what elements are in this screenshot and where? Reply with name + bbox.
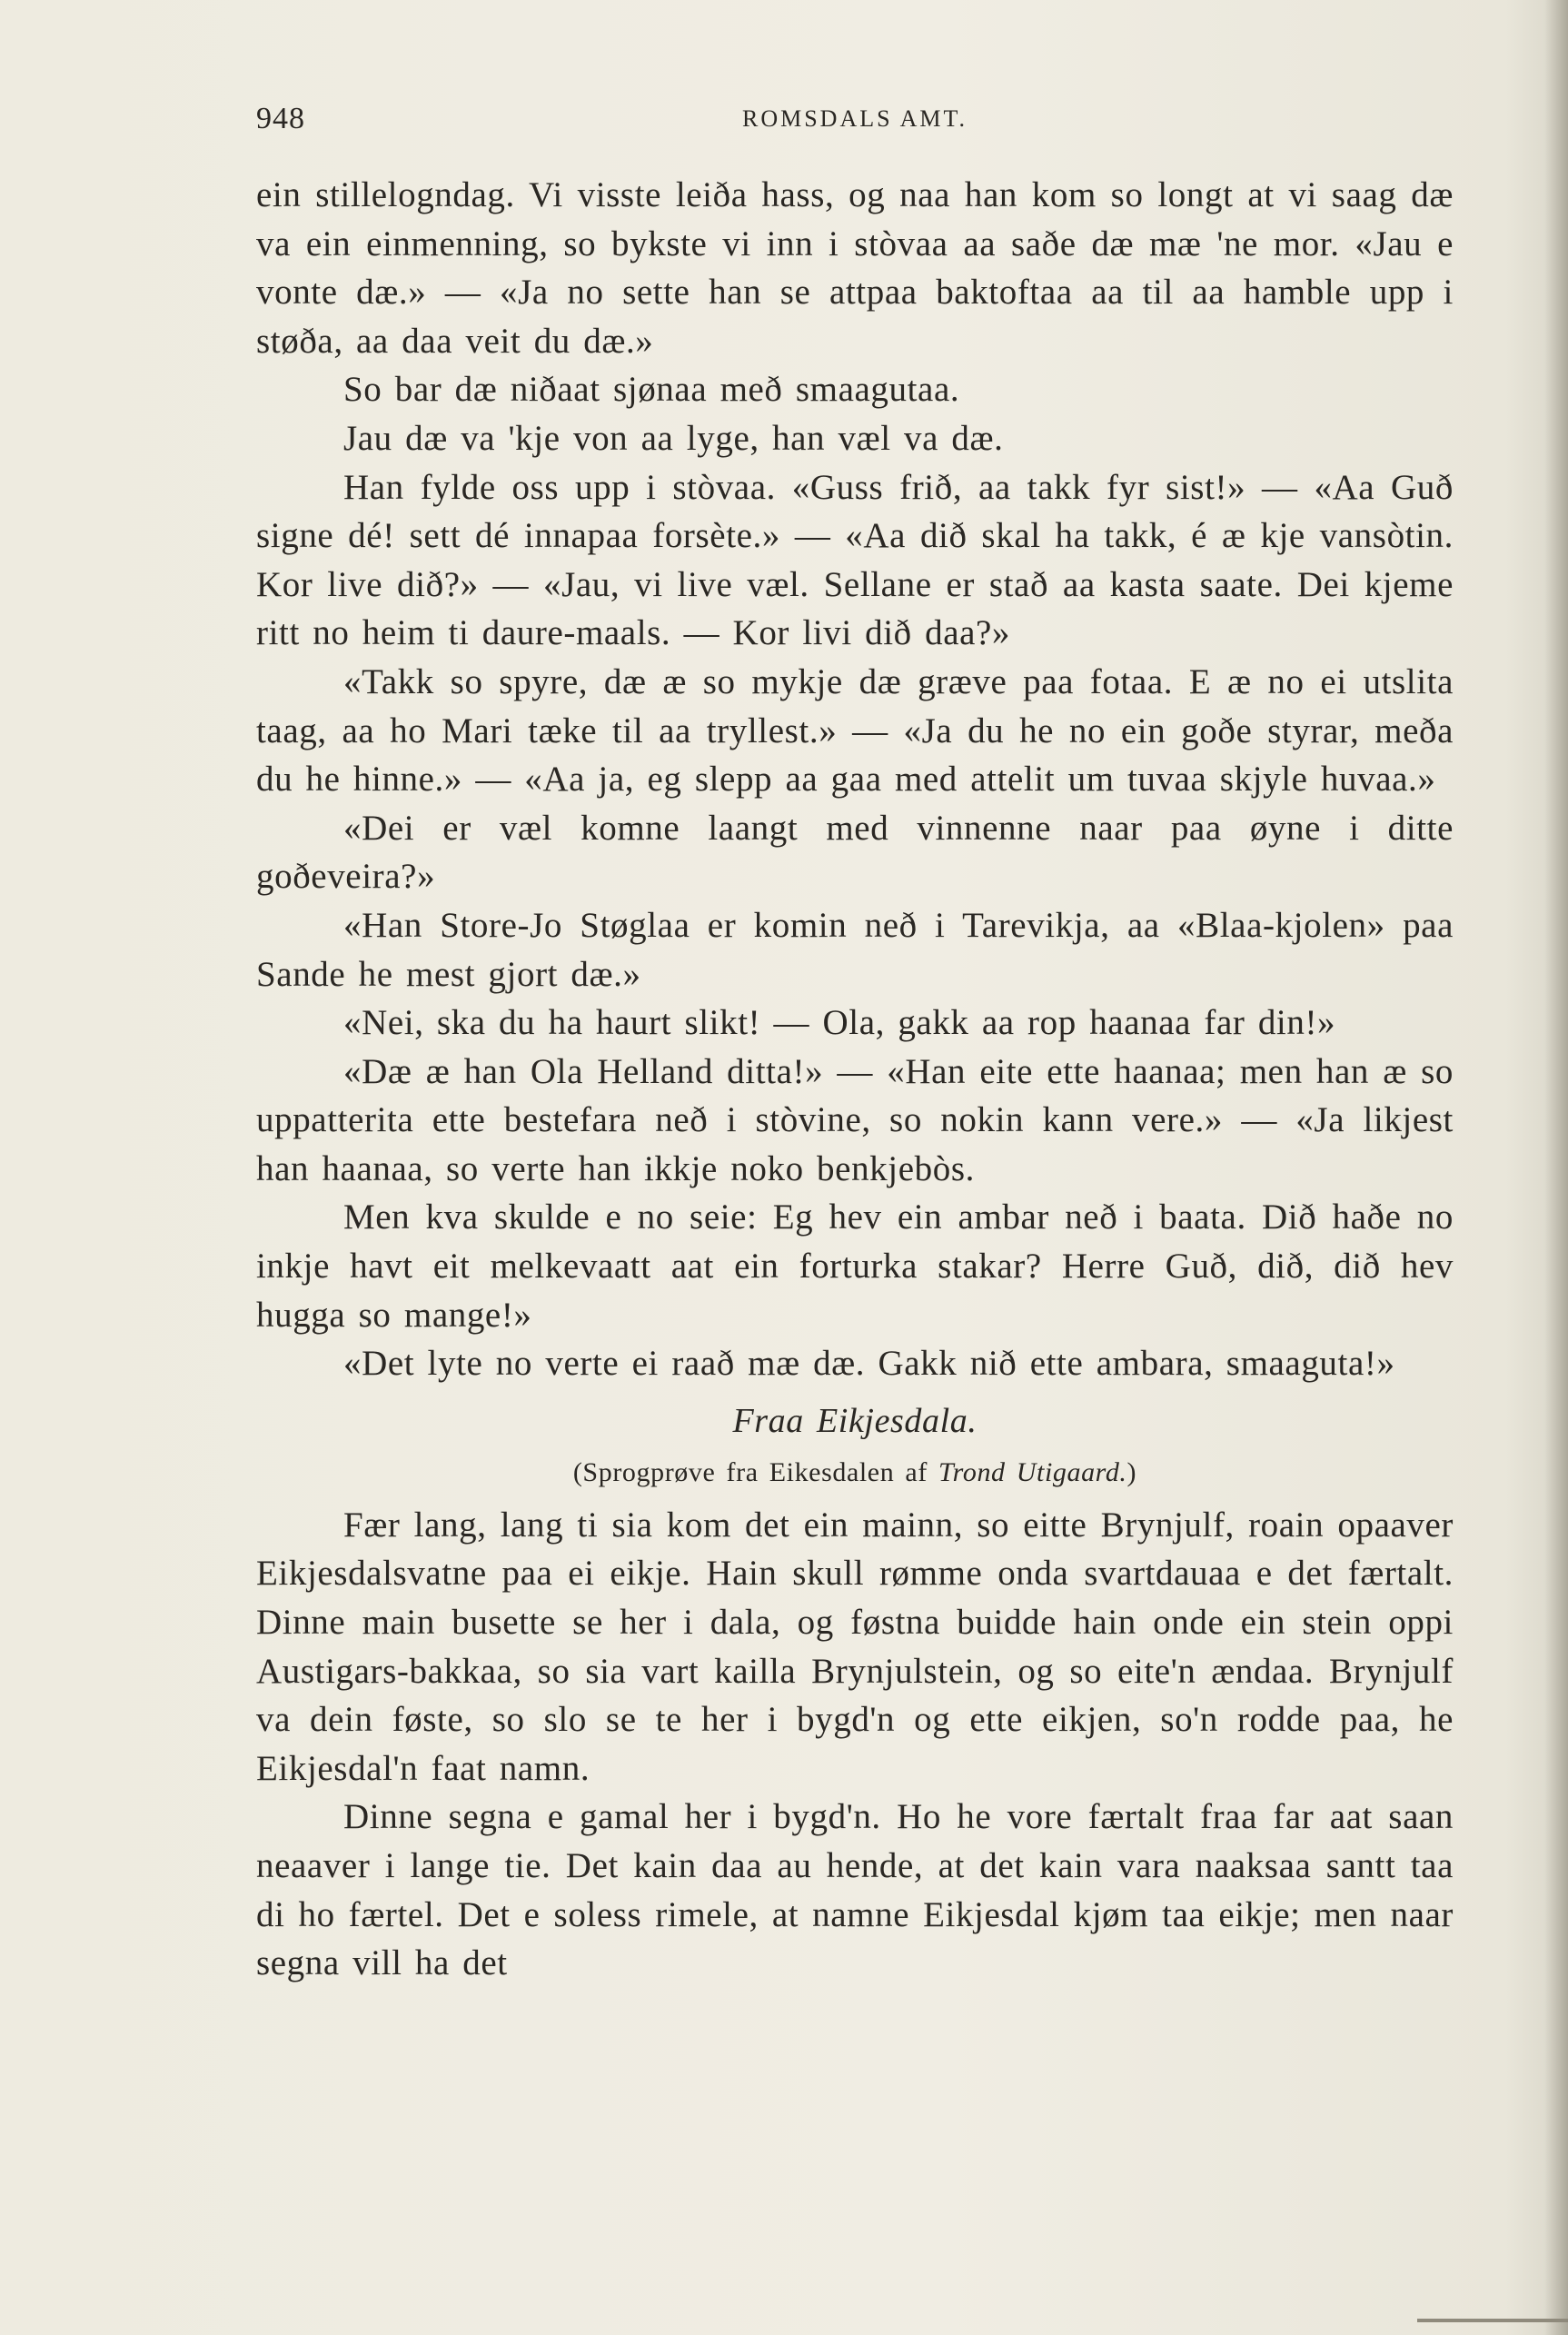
paragraph: «Dæ æ han Ola Helland ditta!» — «Han eite ette haanaa; men han æ so uppatterita ette bestefara neð i stòvine, so nokin kann vere.» — «Ja likjest han haanaa, so verte han ikkje noko benkjebòs. xyxy=(256,1051,1454,1188)
page-number: 948 xyxy=(256,102,305,135)
body-text xyxy=(256,171,1454,1988)
paragraph: «Dei er væl komne laangt med vinnenne naar paa øyne i ditte goðeveira?» xyxy=(256,808,1454,897)
paragraph: «Takk so spyre, dæ æ so mykje dæ græve paa fotaa. E æ no ei utslita taag, aa ho Mari tæke til aa tryllest.» — «Ja du he no ein goðe styrar, meða du he hinne.» — «Aa ja, eg slepp aa gaa med attelit um tuvaa skjyle huvaa.» xyxy=(256,661,1454,800)
paragraph: Dinne segna e gamal her i bygd'n. Ho he vore færtalt fraa far aat saan neaaver i lange tie. Det kain daa au hende, at det kain vara naaksaa santt taa di ho færtel. Det e soless rimele, at namne Eikjesdal kjøm taa eikje; men naar segna vill ha det xyxy=(256,1797,1454,1983)
running-title: ROMSDALS AMT. xyxy=(741,105,968,132)
section-title: Fraa Eikjesdala. xyxy=(732,1401,978,1440)
page-edge-shadow xyxy=(1544,0,1568,2335)
subtitle-suffix: ) xyxy=(1126,1456,1137,1487)
subtitle-author: Trond Utigaard. xyxy=(938,1456,1127,1487)
paragraph: «Han Store-Jo Støglaa er komin neð i Tarevikja, aa «Blaa-kjolen» paa Sande he mest gjort dæ.» xyxy=(256,905,1454,994)
section-subtitle xyxy=(256,1448,1454,1497)
paragraph: Fær lang, lang ti sia kom det ein mainn, so eitte Brynjulf, roain opaaver Eikjesdalsvatne paa ei eikje. Hain skull rømme onda svartdauaa e det færtalt. Dinne main busette se her i dala, og føstna buidde hain onde ein stein oppi Austigars-bakkaa, so sia vart kailla Brynjulstein, og so eite'n ændaa. Brynjulf va dein føste, so slo se te her i bygd'n og ette eikjen, so'n rodde paa, he Eikjesdal'n faat namn. xyxy=(256,1505,1454,1788)
paragraph: Han fylde oss upp i stòvaa. «Guss frið, aa takk fyr sist!» — «Aa Guð signe dé! sett dé innapaa forsète.» — «Aa dið skal ha takk, é æ kje vansòtin. Kor live dið?» — «Jau, vi live væl. Sellane er stað aa kasta saate. Dei kjeme ritt no heim ti daure-maals. — Kor livi dið daa?» xyxy=(256,467,1454,653)
page-header xyxy=(256,102,1454,145)
bottom-edge-rule xyxy=(1417,2319,1568,2322)
paragraph-continued: ein stillelogndag. Vi visste leiða hass, og naa han kom so longt at vi saag dæ va ein einmenning, so bykste vi inn i stòvaa aa saðe dæ mæ 'ne mor. «Jau e vonte dæ.» — «Ja no sette han se attpaa baktoftaa aa til aa hamble upp i støða, aa daa veit du dæ.» xyxy=(256,175,1454,361)
subtitle-prefix: (Sprogprøve fra Eikesdalen af xyxy=(572,1456,939,1487)
paragraph: «Nei, ska du ha haurt slikt! — Ola, gakk aa rop haanaa far din!» xyxy=(343,1003,1336,1043)
paragraph: Jau dæ va 'kje von aa lyge, han væl va dæ. xyxy=(343,418,1004,458)
paragraph: Men kva skulde e no seie: Eg hev ein ambar neð i baata. Dið haðe no inkje havt eit melkevaatt aat ein forturka stakar? Herre Guð, dið, dið hev hugga so mange!» xyxy=(256,1197,1454,1335)
paragraph: So bar dæ niðaat sjønaa með smaagutaa. xyxy=(343,370,960,410)
paragraph: «Det lyte no verte ei raað mæ dæ. Gakk nið ette ambara, smaaguta!» xyxy=(343,1344,1395,1384)
